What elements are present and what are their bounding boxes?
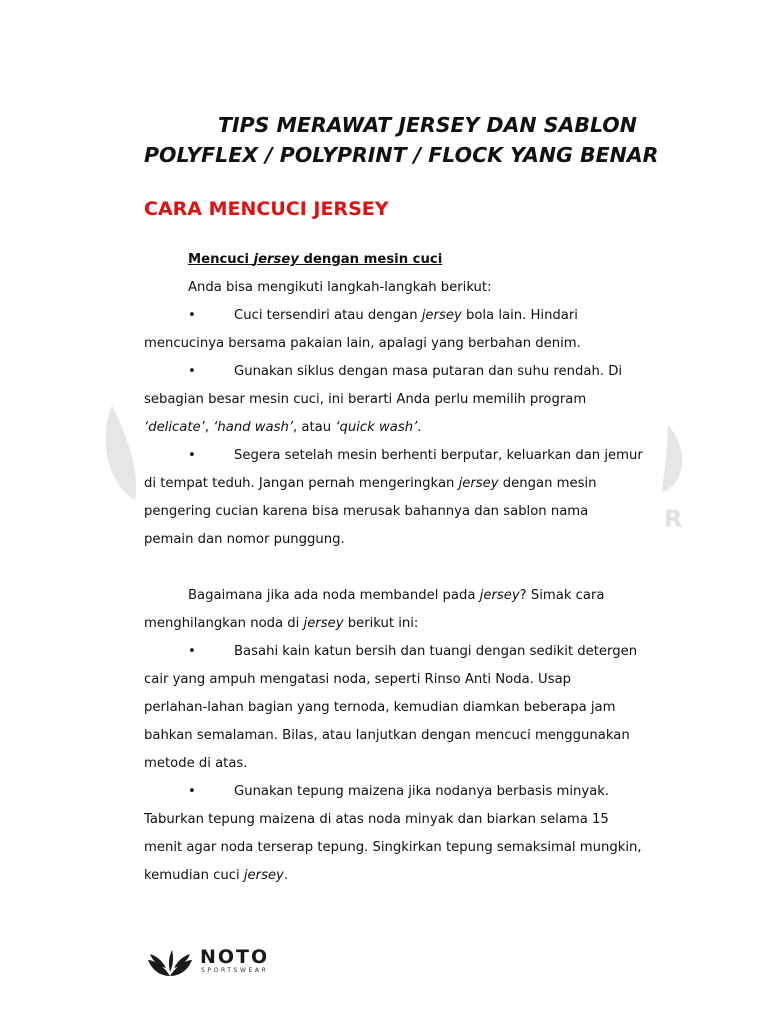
text-em: ‘delicate’: [144, 420, 205, 435]
leaf-logo-icon: [146, 948, 194, 978]
text: berikut ini:: [343, 616, 419, 631]
stains-intro: [144, 582, 664, 638]
section-heading: CARA MENCUCI JERSEY: [144, 198, 389, 220]
noto-logo: [146, 946, 286, 982]
text: metode di atas.: [144, 756, 248, 771]
bullet-icon: •: [188, 784, 196, 799]
text: perlahan-lahan bagian yang ternoda, kemudian diamkan beberapa jam: [144, 700, 616, 715]
document-body: [144, 246, 664, 890]
text: Basahi kain katun bersih dan tuangi dengan sedikit detergen: [234, 644, 638, 659]
washing-bullet-2: [144, 358, 664, 442]
text-em: ‘hand wash’: [213, 420, 294, 435]
text: ? Simak cara: [519, 588, 605, 603]
text: ,: [204, 420, 214, 435]
bullet-icon: •: [188, 308, 196, 323]
stains-bullet-1: [144, 638, 664, 778]
text: kemudian cuci: [144, 868, 244, 883]
bullet-icon: •: [188, 364, 196, 379]
washing-subheading: [144, 246, 664, 274]
text-em: jersey: [421, 308, 462, 323]
text: .: [417, 420, 422, 435]
document-title: [144, 110, 704, 170]
subheading-em: jersey: [253, 252, 299, 267]
text: cair yang ampuh mengatasi noda, seperti Rinso Anti Noda. Usap: [144, 672, 572, 687]
text: menghilangkan noda di: [144, 616, 304, 631]
text: Cuci tersendiri atau dengan: [234, 308, 422, 323]
subheading-text-end: dengan mesin cuci: [298, 252, 443, 267]
text: Bagaimana jika ada noda membandel pada: [188, 588, 480, 603]
logo-subtext: SPORTSWEAR: [201, 967, 269, 974]
text: mencucinya bersama pakaian lain, apalagi yang berbahan denim.: [144, 336, 581, 351]
text: Taburkan tepung maizena di atas noda minyak dan biarkan selama 15: [144, 812, 609, 827]
stains-bullet-2: [144, 778, 664, 890]
subheading-text: Mencuci: [188, 252, 254, 267]
title-line-1: TIPS MERAWAT JERSEY DAN SABLON: [218, 113, 637, 137]
text: Segera setelah mesin berhenti berputar, keluarkan dan jemur: [234, 448, 643, 463]
text: menit agar noda terserap tepung. Singkirkan tepung semaksimal mungkin,: [144, 840, 642, 855]
washing-bullet-3: [144, 442, 664, 554]
bullet-icon: •: [188, 448, 196, 463]
text-em: jersey: [303, 616, 344, 631]
spacer: [144, 554, 664, 582]
text-em: jersey: [243, 868, 284, 883]
washing-bullet-1: [144, 302, 664, 358]
text-em: jersey: [458, 476, 499, 491]
text: bola lain. Hindari: [461, 308, 578, 323]
text: di tempat teduh. Jangan pernah mengeringkan: [144, 476, 459, 491]
text: pengering cucian karena bisa merusak bahannya dan sablon nama: [144, 504, 589, 519]
text-em: ‘quick wash’: [335, 420, 418, 435]
text: sebagian besar mesin cuci, ini berarti Anda perlu memilih program: [144, 392, 587, 407]
text: , atau: [293, 420, 336, 435]
text: dengan mesin: [498, 476, 597, 491]
bullet-icon: •: [188, 644, 196, 659]
text: Gunakan siklus dengan masa putaran dan suhu rendah. Di: [234, 364, 623, 379]
text: Gunakan tepung maizena jika nodanya berbasis minyak.: [234, 784, 610, 799]
logo-wordmark: NOTO: [200, 946, 270, 968]
text-em: jersey: [479, 588, 520, 603]
text: bahkan semalaman. Bilas, atau lanjutkan dengan mencuci menggunakan: [144, 728, 630, 743]
text: pemain dan nomor punggung.: [144, 532, 345, 547]
washing-intro: Anda bisa mengikuti langkah-langkah berikut:: [188, 280, 492, 295]
text: .: [283, 868, 289, 883]
title-line-2: POLYFLEX / POLYPRINT / FLOCK YANG BENAR: [144, 143, 659, 167]
svg-text:R: R: [664, 505, 683, 533]
